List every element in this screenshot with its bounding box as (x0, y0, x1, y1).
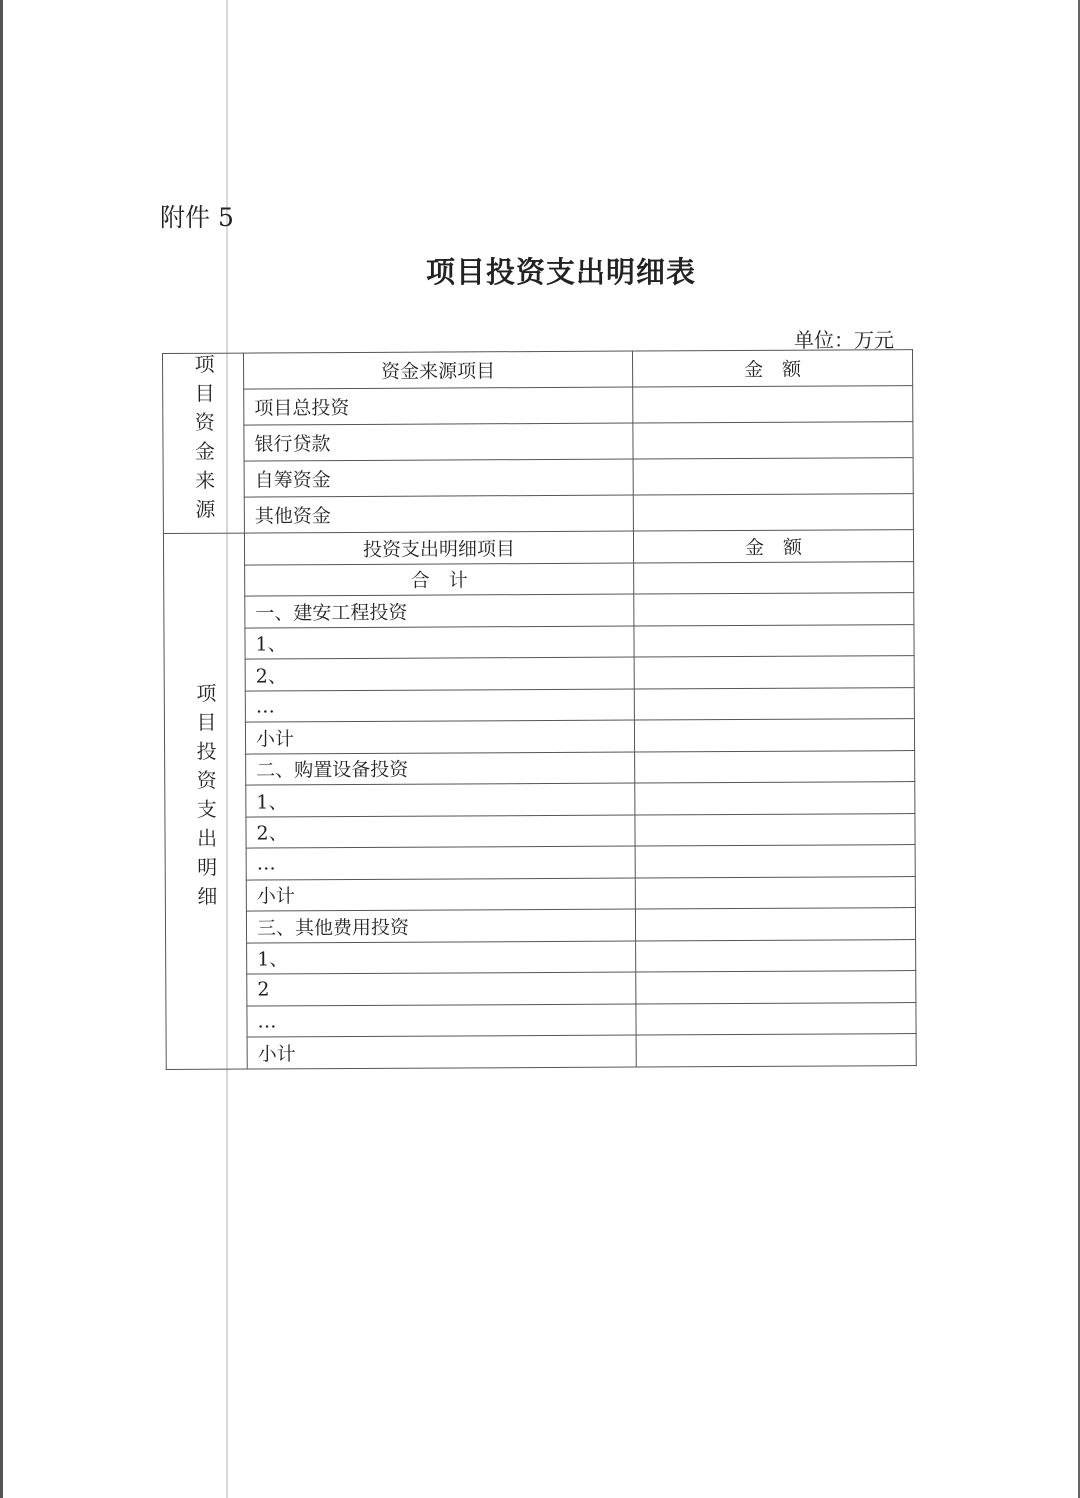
expenditure-row (164, 593, 914, 628)
expenditure-row (164, 719, 914, 754)
expenditure-item-cell: … (246, 846, 635, 880)
amount-cell[interactable] (635, 813, 915, 846)
expenditure-item-cell: 小计 (246, 878, 635, 912)
expenditure-item-cell: … (247, 1004, 636, 1038)
funding-item-header: 资金来源项目 (244, 351, 633, 389)
amount-cell[interactable] (635, 750, 915, 783)
amount-cell[interactable] (636, 1034, 916, 1067)
funding-item-cell: 其他资金 (244, 495, 633, 533)
funding-row (163, 422, 913, 462)
funding-row (163, 494, 913, 534)
expenditure-item-cell: 1、 (246, 783, 635, 817)
amount-cell[interactable] (635, 876, 915, 909)
amount-cell[interactable] (635, 845, 915, 878)
expenditure-item-cell: 小计 (247, 1035, 636, 1069)
expenditure-amount-header: 金 额 (633, 530, 913, 563)
amount-cell[interactable] (633, 458, 913, 495)
amount-cell[interactable] (634, 656, 914, 689)
expenditure-row (165, 876, 915, 911)
amount-cell[interactable] (636, 939, 916, 972)
expenditure-row (165, 782, 915, 817)
attachment-label: 附件 5 (160, 203, 234, 232)
funding-row (163, 386, 913, 426)
expenditure-header-row (163, 530, 913, 565)
expenditure-row (164, 656, 914, 691)
expenditure-item-cell: 三、其他费用投资 (246, 909, 635, 943)
expenditure-item-cell: … (245, 689, 634, 723)
funding-side-label: 项目资金来源 (163, 353, 245, 533)
expenditure-row (165, 813, 915, 848)
expenditure-row (165, 750, 915, 785)
expenditure-item-cell: 2、 (245, 657, 634, 691)
amount-cell[interactable] (634, 624, 914, 657)
expenditure-side-label: 项目投资支出明细 (163, 533, 247, 1069)
expenditure-row (164, 624, 914, 659)
expenditure-item-cell: 小计 (245, 720, 634, 754)
amount-cell[interactable] (633, 422, 913, 459)
expenditure-item-cell: 1、 (247, 941, 636, 975)
amount-cell[interactable] (634, 687, 914, 720)
funding-item-cell: 银行贷款 (244, 423, 633, 461)
expenditure-row (166, 939, 916, 974)
expenditure-row (166, 971, 916, 1006)
expenditure-item-cell: 2、 (246, 815, 635, 849)
document-title: 项目投资支出明细表 (425, 255, 696, 289)
funding-item-cell: 项目总投资 (244, 387, 633, 425)
expenditure-item-cell: 1、 (245, 626, 634, 660)
total-label: 合 计 (245, 563, 634, 597)
amount-cell[interactable] (636, 1002, 916, 1035)
expenditure-total-row (164, 561, 914, 596)
amount-cell[interactable] (634, 593, 914, 626)
page-edge-left (0, 0, 3, 1498)
expenditure-row (164, 687, 914, 722)
amount-cell[interactable] (636, 971, 916, 1004)
amount-cell[interactable] (635, 782, 915, 815)
amount-cell[interactable] (634, 561, 914, 594)
expenditure-item-cell: 一、建安工程投资 (245, 594, 634, 628)
expenditure-item-header: 投资支出明细项目 (244, 531, 633, 565)
expenditure-item-cell: 二、购置设备投资 (246, 752, 635, 786)
investment-table (162, 349, 917, 1069)
amount-cell[interactable] (635, 908, 915, 941)
amount-cell[interactable] (633, 386, 913, 423)
amount-cell[interactable] (634, 719, 914, 752)
funding-item-cell: 自筹资金 (244, 459, 633, 497)
funding-row (163, 458, 913, 498)
funding-amount-header: 金 额 (632, 350, 912, 387)
expenditure-row (166, 1002, 916, 1037)
expenditure-row (165, 845, 915, 880)
expenditure-item-cell: 2 (247, 972, 636, 1006)
funding-header-row (163, 350, 913, 390)
expenditure-row (165, 908, 915, 943)
expenditure-row (166, 1034, 916, 1069)
amount-cell[interactable] (633, 494, 913, 531)
unit-label: 单位：万元 (794, 328, 894, 352)
